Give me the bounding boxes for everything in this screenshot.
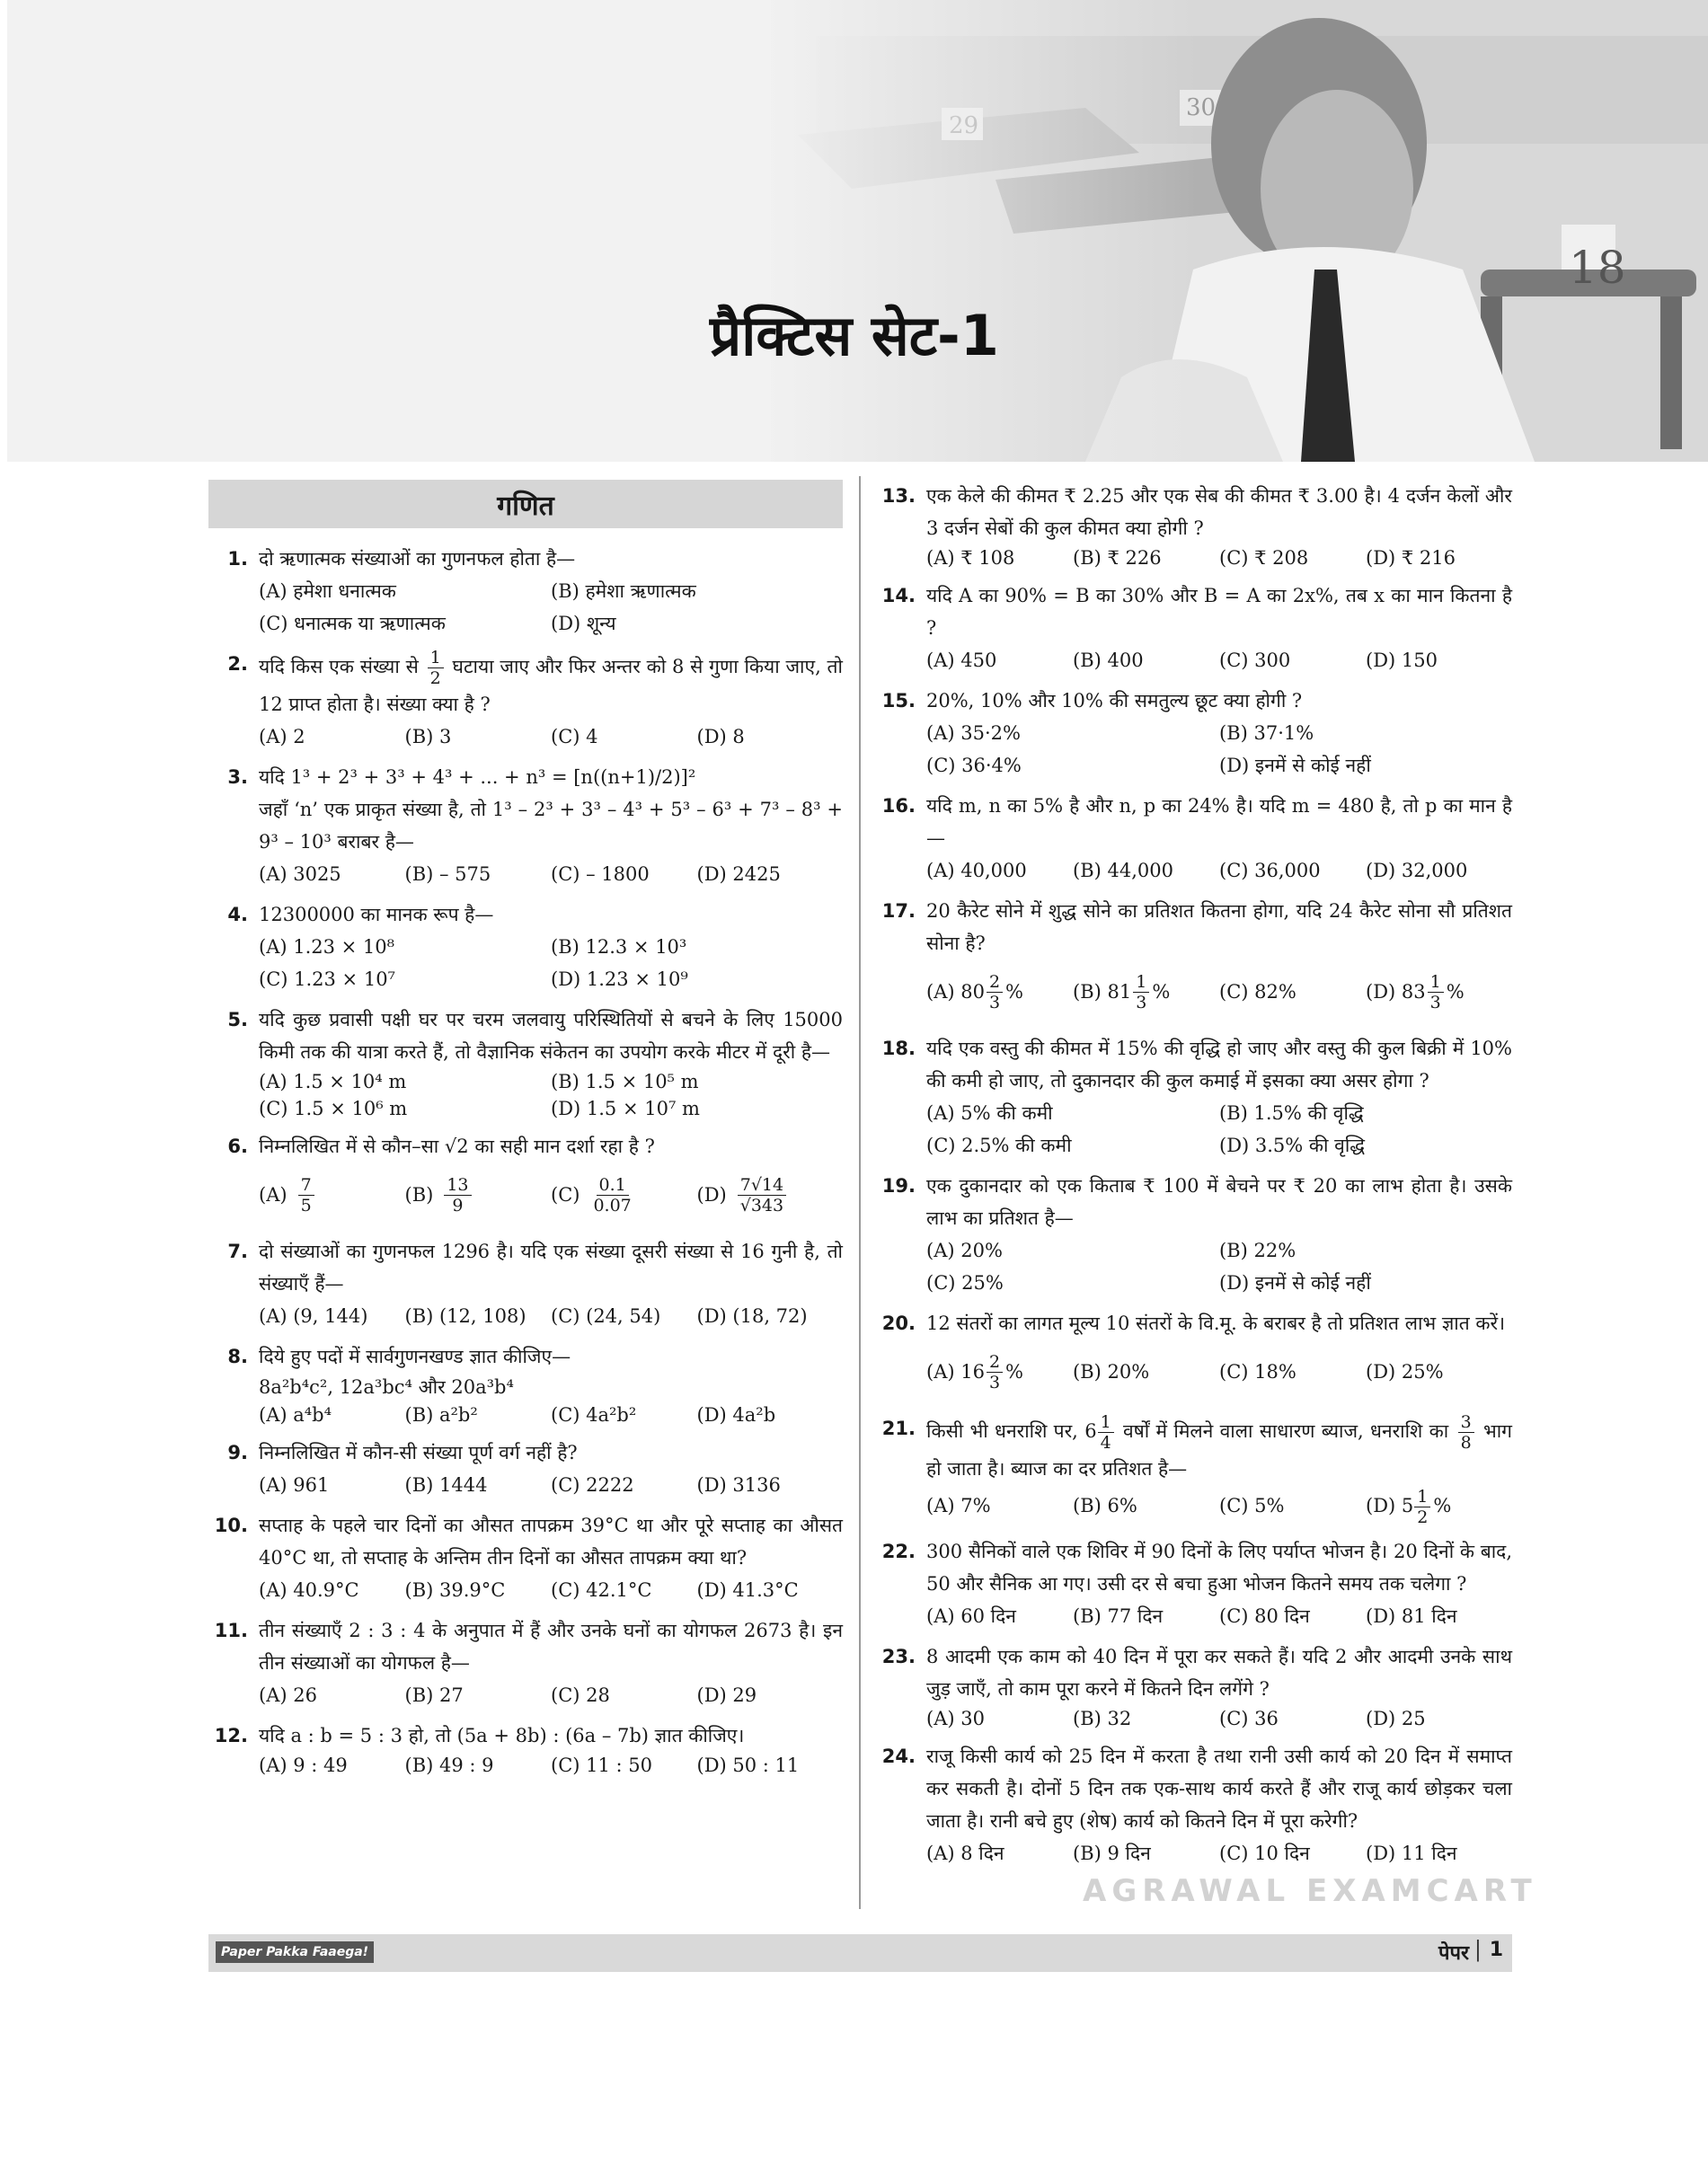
option-d[interactable]: [1366, 1485, 1512, 1527]
question-text: दो ऋणात्मक संख्याओं का गुणनफल होता है—: [259, 548, 576, 570]
question-terms: 8a²b⁴c², 12a³bc⁴ और 20a³b⁴: [259, 1376, 514, 1398]
option-a[interactable]: (A) 5% की कमी: [926, 1102, 1053, 1124]
question-text: 12300000 का मानक रूप है—: [259, 904, 494, 925]
option-b[interactable]: (B) 32: [1073, 1708, 1132, 1729]
option-b[interactable]: (B) 22%: [1219, 1240, 1296, 1261]
option-d[interactable]: (D) 32,000: [1366, 860, 1468, 881]
fraction-num: 1: [1098, 1412, 1114, 1433]
question-20: [876, 1307, 1512, 1404]
option-a[interactable]: (A) 20%: [926, 1240, 1003, 1261]
question-21: [876, 1412, 1512, 1527]
fraction-den: 3: [988, 1372, 1001, 1392]
option-d[interactable]: (D) 3.5% की वृद्धि: [1219, 1135, 1366, 1156]
option-b[interactable]: (B) 1.5 × 10⁵ m: [551, 1071, 699, 1092]
option-a[interactable]: (A) a⁴b⁴: [259, 1404, 332, 1426]
fraction-num: 2: [987, 1352, 1003, 1373]
fraction-den: 5: [300, 1195, 312, 1216]
question-text-part: यदि 1³ + 2³ + 3³ + 4³ + ... + n³ =: [259, 766, 568, 788]
question-number: 7.: [227, 1241, 248, 1262]
option-b[interactable]: [405, 1162, 552, 1227]
fraction: [1428, 972, 1444, 1012]
option-label: (C): [551, 1184, 580, 1206]
option-c[interactable]: (C) – 1800: [551, 863, 650, 885]
question-text: एक केले की कीमत ₹ 2.25 और एक सेब की कीमत ₹ 3.00 है। 4 दर्जन केलों और 3 दर्जन सेबों की कुल कीमत क्या होगी ?: [926, 485, 1512, 539]
option-c[interactable]: (C) 4a²b²: [551, 1404, 637, 1426]
option-c[interactable]: (C) 2.5% की कमी: [926, 1135, 1072, 1156]
question-number: 17.: [881, 900, 916, 922]
question-text: [926, 1412, 1512, 1485]
question-16: [876, 790, 1512, 887]
question-11: [208, 1614, 843, 1711]
option-c[interactable]: (C) 36: [1219, 1708, 1279, 1729]
fraction-num: 7: [298, 1175, 314, 1196]
question-9: [208, 1437, 843, 1501]
mixed-whole: 6: [1084, 1420, 1097, 1442]
fraction-den: 3: [1429, 992, 1441, 1012]
option-a[interactable]: (A) ₹ 108: [926, 547, 1015, 569]
option-b[interactable]: (B) 49 : 9: [404, 1755, 494, 1776]
option-a[interactable]: [926, 959, 1073, 1024]
fraction-num: 1: [428, 648, 444, 668]
option-b[interactable]: (B) 9 दिन: [1073, 1843, 1151, 1864]
question-24: [876, 1740, 1512, 1870]
option-suffix: %: [1005, 981, 1024, 1003]
option-a[interactable]: (A) 35·2%: [926, 722, 1021, 744]
question-7: [208, 1235, 843, 1332]
question-text: 12 संतरों का लागत मूल्य 10 संतरों के वि.मू. के बराबर है तो प्रतिशत लाभ ज्ञात करें।: [926, 1313, 1506, 1334]
option-c[interactable]: (C) 1.23 × 10⁷: [259, 968, 395, 990]
option-d[interactable]: (D) 11 दिन: [1366, 1843, 1457, 1864]
question-number: 5.: [227, 1009, 248, 1030]
option-d[interactable]: (D) 150: [1366, 650, 1438, 671]
option-c[interactable]: [551, 1162, 697, 1227]
question-19: [876, 1170, 1512, 1299]
question-text: [259, 761, 843, 858]
question-8: [208, 1340, 843, 1428]
section-title: गणित: [208, 480, 843, 528]
question-number: 18.: [881, 1038, 916, 1059]
question-17: [876, 895, 1512, 1024]
fraction-den: 3: [988, 992, 1001, 1012]
question-text-part: निम्नलिखित में से कौन–सा: [259, 1136, 439, 1157]
option-a[interactable]: [926, 1339, 1073, 1404]
option-c[interactable]: (C) ₹ 208: [1219, 547, 1309, 569]
option-c[interactable]: (C) 300: [1219, 650, 1291, 671]
fraction: [298, 1175, 314, 1216]
question-text: तीन संख्याएँ 2 : 3 : 4 के अनुपात में हैं और उनके घनों का योगफल 2673 है। इन तीन संख्याओं का योगफल है—: [259, 1620, 843, 1674]
option-c[interactable]: (C) (24, 54): [551, 1305, 661, 1327]
question-text-part: वर्षों में मिलने वाला साधारण ब्याज, धनराशि का: [1122, 1420, 1449, 1442]
question-text: 8 आदमी एक काम को 40 दिन में पूरा कर सकते हैं। यदि 2 और आदमी उनके साथ जुड़ जाएँ, तो काम पूरा करने में कितने दिन लगेंगे ?: [926, 1646, 1512, 1700]
option-a[interactable]: (A) 60 दिन: [926, 1605, 1016, 1627]
question-5: [208, 1003, 843, 1122]
page-number: 1: [1489, 1939, 1503, 1961]
fraction-num: 7√14: [738, 1175, 786, 1196]
fraction-den: 8: [1460, 1433, 1472, 1453]
question-text: सप्ताह के पहले चार दिनों का औसत तापक्रम 39°C था और पूरे सप्ताह का औसत 40°C था, तो सप्ताह के अन्तिम तीन दिनों का औसत तापक्रम क्या था?: [259, 1515, 843, 1569]
option-label: (B): [404, 1184, 434, 1206]
option-b[interactable]: (B) 3: [404, 726, 452, 747]
question-number: 24.: [881, 1746, 916, 1767]
fraction-num: 2: [987, 972, 1003, 993]
question-text: 20%, 10% और 10% की समतुल्य छूट क्या होगी ?: [926, 690, 1303, 712]
fraction-den: 9: [452, 1195, 464, 1216]
option-c[interactable]: (C) 28: [551, 1684, 610, 1706]
question-text: यदि a : b = 5 : 3 हो, तो (5a + 8b) : (6a – 7b) ज्ञात कीजिए।: [259, 1725, 745, 1746]
option-label: (D) 83: [1366, 981, 1426, 1003]
page-title: प्रैक्टिस सेट-1: [710, 303, 999, 368]
question-text: [259, 648, 843, 720]
header-banner: [7, 0, 1708, 462]
question-number: 19.: [881, 1175, 916, 1197]
option-label: (D): [696, 1184, 727, 1206]
fraction: [1414, 1487, 1430, 1527]
option-c[interactable]: (C) 11 : 50: [551, 1755, 652, 1776]
option-c[interactable]: [1219, 1485, 1366, 1527]
question-10: [208, 1509, 843, 1606]
fraction-den: √343: [739, 1195, 784, 1216]
sum-formula: [n((n+1)/2)]²: [573, 766, 696, 788]
question-text-part: भाग हो जाता है। ब्याज का दर प्रतिशत है—: [926, 1420, 1513, 1480]
option-b[interactable]: (B) हमेशा ऋणात्मक: [551, 580, 696, 602]
question-number: 11.: [214, 1620, 248, 1641]
fraction: [428, 648, 444, 688]
option-d[interactable]: (D) 1.23 × 10⁹: [551, 968, 688, 990]
option-a[interactable]: (A) 3025: [259, 863, 341, 885]
option-d[interactable]: (D) ₹ 216: [1366, 547, 1456, 569]
option-label: (C) 18%: [1219, 1361, 1296, 1383]
option-b[interactable]: (B) ₹ 226: [1073, 547, 1162, 569]
option-a[interactable]: (A) 40.9°C: [259, 1579, 359, 1601]
question-number: 4.: [227, 904, 248, 925]
option-a[interactable]: (A) 9 : 49: [259, 1755, 348, 1776]
option-suffix: %: [1152, 981, 1171, 1003]
option-a[interactable]: (A) 8 दिन: [926, 1843, 1004, 1864]
option-c[interactable]: (C) 80 दिन: [1219, 1605, 1310, 1627]
footer-separator: |: [1473, 1937, 1482, 1962]
option-label: (B) 6%: [1073, 1495, 1137, 1516]
option-b[interactable]: (B) 37·1%: [1219, 722, 1314, 744]
option-label: (C) 82%: [1219, 981, 1296, 1003]
question-number: 23.: [881, 1646, 916, 1667]
option-a[interactable]: (A) हमेशा धनात्मक: [259, 580, 396, 602]
question-text: यदि कुछ प्रवासी पक्षी घर पर चरम जलवायु परिस्थितियों से बचने के लिए 15000 किमी तक की यात्रा करते हैं, तो वैज्ञानिक संकेतन का उपयोग करके मीटर में दूरी है—: [259, 1009, 843, 1063]
fraction: [590, 1175, 633, 1216]
fraction-num: 13: [444, 1175, 471, 1196]
question-text-part: का सही मान दर्शा रहा है ?: [474, 1136, 655, 1157]
fraction-den: 2: [1417, 1507, 1429, 1527]
page-footer: [208, 1934, 1512, 1972]
question-text: एक दुकानदार को एक किताब ₹ 100 में बेचने पर ₹ 20 का लाभ होता है। उसके लाभ का प्रतिशत है—: [926, 1175, 1512, 1229]
option-a[interactable]: (A) 1.23 × 10⁸: [259, 936, 395, 958]
question-text: 20 कैरेट सोने में शुद्ध सोने का प्रतिशत कितना होगा, यदि 24 कैरेट सोना सौ प्रतिशत सोना है?: [926, 900, 1512, 954]
option-suffix: %: [1446, 981, 1465, 1003]
question-text-part: घटाया जाए और फिर अन्तर को 8 से गुणा किया जाए, तो 12 प्राप्त होता है। संख्या क्या है ?: [259, 656, 843, 715]
exam-hall-illustration: [7, 0, 1708, 462]
question-text: यदि एक वस्तु की कीमत में 15% की वृद्धि हो जाए और वस्तु की कुल बिक्री में 10% की कमी हो जाए, तो दुकानदार की कुल कमाई में इसका क्या असर होगा ?: [926, 1038, 1512, 1092]
option-c[interactable]: (C) 4: [551, 726, 598, 747]
option-d[interactable]: (D) इनमें से कोई नहीं: [1219, 1272, 1371, 1294]
option-c[interactable]: [1219, 959, 1366, 1024]
question-number: 6.: [227, 1136, 248, 1157]
option-d[interactable]: (D) 50 : 11: [696, 1755, 800, 1776]
option-c[interactable]: (C) धनात्मक या ऋणात्मक: [259, 613, 446, 634]
fraction-den: 3: [1136, 992, 1147, 1012]
question-text-part: जहाँ ‘n’ एक प्राकृत संख्या है, तो 1³ – 2³ + 3³ – 4³ + 5³ – 6³ + 7³ – 8³ + 9³ – 10³ बराबर है—: [259, 799, 843, 853]
fraction-num: 1: [1428, 972, 1444, 993]
fraction: [444, 1175, 471, 1216]
option-d[interactable]: (D) इनमें से कोई नहीं: [1219, 755, 1371, 776]
question-number: 22.: [881, 1541, 916, 1562]
option-b[interactable]: (B) 1444: [404, 1474, 488, 1496]
option-d[interactable]: (D) 8: [696, 726, 745, 747]
option-c[interactable]: (C) 10 दिन: [1219, 1843, 1310, 1864]
option-b[interactable]: (B) 39.9°C: [404, 1579, 506, 1601]
question-12: [208, 1719, 843, 1779]
fraction-num: 1: [1414, 1487, 1430, 1507]
option-d[interactable]: (D) 25: [1366, 1708, 1426, 1729]
option-d[interactable]: (D) शून्य: [551, 613, 616, 634]
option-a[interactable]: (A) 961: [259, 1474, 330, 1496]
question-text: [259, 1130, 843, 1162]
question-number: 20.: [881, 1313, 916, 1334]
fraction: [987, 1352, 1003, 1392]
option-d[interactable]: (D) 81 दिन: [1366, 1605, 1457, 1627]
question-number: 8.: [227, 1346, 248, 1367]
option-a[interactable]: (A) 450: [926, 650, 997, 671]
question-1: [208, 543, 843, 640]
question-6: [208, 1130, 843, 1227]
question-13: [876, 480, 1512, 571]
fraction: [1458, 1412, 1474, 1453]
watermark: AGRAWAL EXAMCART: [1083, 1873, 1537, 1909]
brand-logo: Paper Pakka Faaega!: [216, 1941, 374, 1963]
option-d[interactable]: (D) 1.5 × 10⁷ m: [551, 1098, 700, 1119]
option-d[interactable]: (D) 41.3°C: [696, 1579, 799, 1601]
option-b[interactable]: (B) 44,000: [1073, 860, 1173, 881]
question-number: 1.: [227, 548, 248, 570]
option-label: (B) 81: [1073, 981, 1132, 1003]
question-number: 16.: [881, 795, 916, 817]
question-text: यदि A का 90% = B का 30% और B = A का 2x%, तब x का मान कितना है ?: [926, 585, 1512, 639]
question-text: दिये हुए पदों में सार्वगुणनखण्ड ज्ञात कीजिए—: [259, 1346, 571, 1367]
option-b[interactable]: (B) 400: [1073, 650, 1144, 671]
option-suffix: %: [1005, 1361, 1024, 1383]
option-c[interactable]: (C) 1.5 × 10⁶ m: [259, 1098, 408, 1119]
option-d[interactable]: [697, 1162, 844, 1227]
question-number: 12.: [214, 1725, 248, 1746]
question-23: [876, 1640, 1512, 1732]
option-b[interactable]: [1073, 959, 1219, 1024]
option-d[interactable]: (D) (18, 72): [696, 1305, 808, 1327]
fraction: [1133, 972, 1149, 1012]
question-14: [876, 579, 1512, 676]
option-b[interactable]: (B) 12.3 × 10³: [551, 936, 687, 958]
option-c[interactable]: (C) 25%: [926, 1272, 1004, 1294]
fraction-den: 0.07: [593, 1195, 632, 1216]
option-d[interactable]: [1366, 959, 1512, 1024]
option-b[interactable]: (B) – 575: [404, 863, 491, 885]
fraction-den: 2: [429, 668, 441, 688]
option-d[interactable]: (D) 3136: [696, 1474, 781, 1496]
question-number: 14.: [881, 585, 916, 606]
footer-label: पेपर: [1438, 1942, 1469, 1965]
question-number: 3.: [227, 766, 248, 788]
question-4: [208, 898, 843, 995]
question-text: 300 सैनिकों वाले एक शिविर में 90 दिनों के लिए पर्याप्त भोजन है। 20 दिनों के बाद, 50 और सैनिक आ गए। उसी दर से बचा हुआ भोजन कितने समय तक चलेगा ?: [926, 1541, 1512, 1595]
option-b[interactable]: (B) 1.5% की वृद्धि: [1219, 1102, 1364, 1124]
option-a[interactable]: (A) 1.5 × 10⁴ m: [259, 1071, 407, 1092]
option-c[interactable]: (C) 36·4%: [926, 755, 1022, 776]
question-text: यदि m, n का 5% है और n, p का 24% है। यदि m = 480 है, तो p का मान है—: [926, 795, 1512, 849]
option-a[interactable]: (A) 40,000: [926, 860, 1027, 881]
question-text: दो संख्याओं का गुणनफल 1296 है। यदि एक संख्या दूसरी संख्या से 16 गुनी है, तो संख्याएँ हैं—: [259, 1241, 843, 1295]
question-number: 13.: [881, 485, 916, 507]
option-c[interactable]: (C) 36,000: [1219, 860, 1321, 881]
right-column: [876, 480, 1512, 1878]
option-label: (C) 5%: [1219, 1495, 1285, 1516]
question-text: राजू किसी कार्य को 25 दिन में करता है तथा रानी उसी कार्य को 20 दिन में समाप्त कर सकती है। दोनों 5 दिन तक एक-साथ कार्य करते हैं और राजू कार्य छोड़कर चला जाता है। रानी बचे हुए (शेष) कार्य को कितने दिन में पूरा करेगी?: [926, 1746, 1512, 1832]
option-label: (D) 5: [1366, 1495, 1414, 1516]
option-a[interactable]: [259, 1162, 405, 1227]
fraction: [738, 1175, 786, 1216]
option-a[interactable]: (A) 26: [259, 1684, 317, 1706]
fraction-num: 0.1: [597, 1175, 629, 1196]
question-15: [876, 685, 1512, 782]
radical: √2: [444, 1136, 469, 1157]
question-number: 21.: [881, 1418, 916, 1439]
question-number: 15.: [881, 690, 916, 712]
option-label: (A) 7%: [926, 1495, 991, 1516]
question-text: निम्नलिखित में कौन-सी संख्या पूर्ण वर्ग नहीं है?: [259, 1442, 578, 1463]
option-b[interactable]: (B) 77 दिन: [1073, 1605, 1164, 1627]
option-label: (A): [259, 1184, 288, 1206]
option-suffix: %: [1433, 1495, 1452, 1516]
option-b[interactable]: (B) a²b²: [404, 1404, 478, 1426]
option-a[interactable]: (A) 2: [259, 726, 305, 747]
question-3: [208, 761, 843, 890]
fraction: [987, 972, 1003, 1012]
option-label: (A) 16: [926, 1361, 985, 1383]
left-column: [208, 480, 843, 1787]
option-c[interactable]: (C) 42.1°C: [551, 1579, 652, 1601]
option-c[interactable]: (C) 2222: [551, 1474, 634, 1496]
option-a[interactable]: (A) 30: [926, 1708, 985, 1729]
question-22: [876, 1535, 1512, 1632]
fraction-num: 3: [1458, 1412, 1474, 1433]
option-label: (B) 20%: [1073, 1361, 1150, 1383]
option-d[interactable]: (D) 29: [696, 1684, 757, 1706]
option-label: (D) 25%: [1366, 1361, 1444, 1383]
question-text-part: किसी भी धनराशि पर,: [926, 1420, 1078, 1442]
question-18: [876, 1032, 1512, 1162]
option-b[interactable]: (B) (12, 108): [404, 1305, 527, 1327]
option-label: (A) 80: [926, 981, 985, 1003]
column-divider: [859, 476, 861, 1909]
fraction-den: 4: [1100, 1433, 1111, 1453]
option-c[interactable]: [1219, 1339, 1366, 1404]
question-text-part: यदि किस एक संख्या से: [259, 656, 419, 677]
option-b[interactable]: [1073, 1485, 1219, 1527]
option-b[interactable]: (B) 27: [404, 1684, 464, 1706]
fraction: [1098, 1412, 1114, 1453]
option-d[interactable]: (D) 2425: [696, 863, 781, 885]
option-a[interactable]: (A) (9, 144): [259, 1305, 368, 1327]
question-number: 10.: [214, 1515, 248, 1536]
question-number: 9.: [227, 1442, 248, 1463]
option-d[interactable]: [1366, 1339, 1512, 1404]
question-number: 2.: [227, 653, 248, 675]
option-b[interactable]: [1073, 1339, 1219, 1404]
option-d[interactable]: (D) 4a²b: [696, 1404, 776, 1426]
question-2: [208, 648, 843, 753]
fraction-num: 1: [1133, 972, 1149, 993]
option-a[interactable]: [926, 1485, 1073, 1527]
